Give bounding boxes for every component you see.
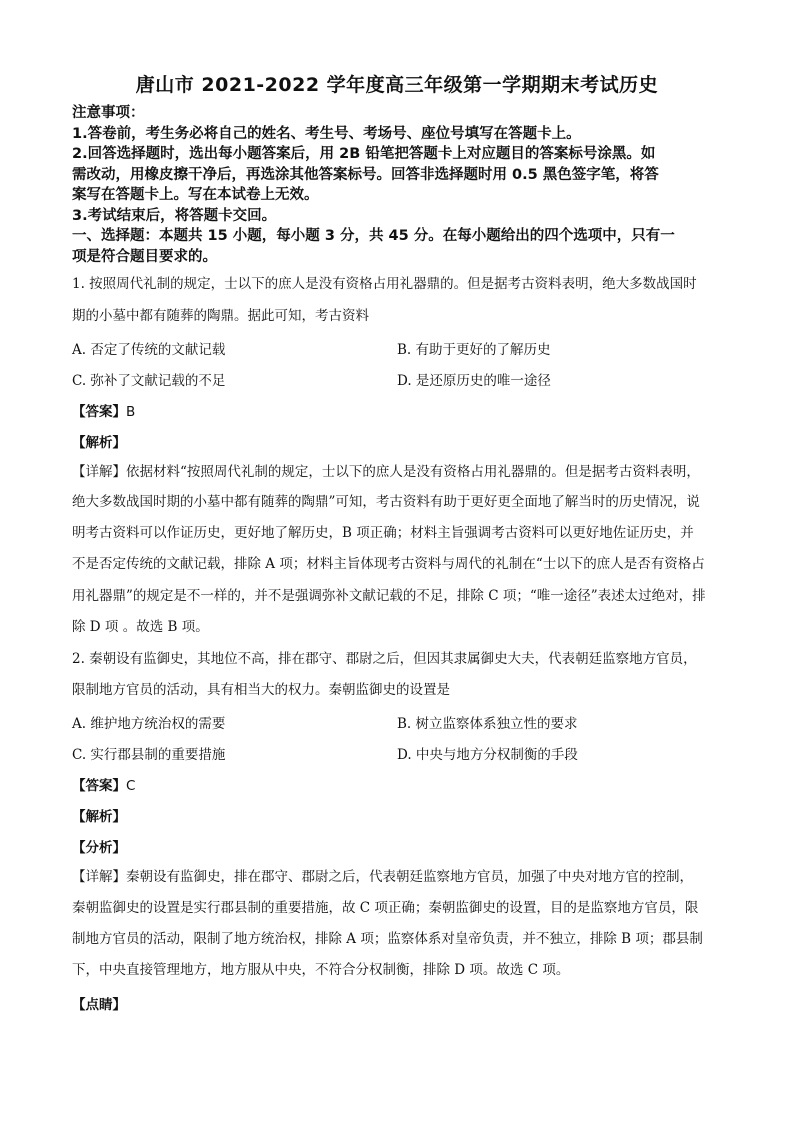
q1-detail-line: 【详解】依据材料“按照周代礼制的规定，士以下的庶人是没有资格占用礼器鼎的。但是据考古资料表明， — [72, 464, 700, 480]
q1-stem-line: 期的小墓中都有随葬的陶鼎。据此可知，考古资料 — [72, 308, 369, 324]
comment-tag: 【点睛】 — [72, 997, 126, 1013]
notice-line: 1.答卷前，考生务必将自己的姓名、考生号、考场号、座位号填写在答题卡上。 — [72, 125, 581, 142]
q2-answer — [72, 774, 135, 794]
q1-option-b: B. 有助于更好的了解历史 — [397, 342, 551, 358]
q1-detail-line: 用礼器鼎”的规定是不一样的，并不是强调弥补文献记载的不足，排除 C 项；“唯一途径”表述太过绝对，排 — [72, 588, 706, 604]
q1-analysis-tag — [72, 431, 126, 451]
q1-stem-line: 1. 按照周代礼制的规定，士以下的庶人是没有资格占用礼器鼎的。但是据考古资料表明，绝大多数战国时 — [72, 276, 697, 292]
q2-option-b: B. 树立监察体系独立性的要求 — [397, 716, 578, 732]
q2-stem-line: 限制地方官员的活动，具有相当大的权力。秦朝监御史的设置是 — [72, 682, 450, 698]
q2-detail-line: 制地方官员的活动，限制了地方统治权，排除 A 项；监察体系对皇帝负责，并不独立，排除 B 项；郡县制 — [72, 931, 703, 947]
q2-comment-tag — [72, 993, 126, 1013]
answer-tag: 【答案】 — [72, 778, 126, 794]
q2-detail-line: 秦朝监御史的设置是实行郡县制的重要措施，故 C 项正确；秦朝监御史的设置，目的是监察地方官员，限 — [72, 900, 699, 916]
q1-detail-line: 绝大多数战国时期的小墓中都有随葬的陶鼎”可知，考古资料有助于更好更全面地了解当时的历史情况，说 — [72, 494, 700, 510]
q1-detail-line: 明考古资料可以作证历史，更好地了解历史，B 项正确；材料主旨强调考古资料可以更好地佐证历史，并 — [72, 525, 694, 541]
answer-value: C — [126, 778, 136, 794]
q1-answer — [72, 400, 135, 420]
q2-detail-line: 【详解】秦朝设有监御史，排在郡守、郡尉之后，代表朝廷监察地方官员，加强了中央对地方官的控制， — [72, 869, 693, 885]
q2-stem-line: 2. 秦朝设有监御史，其地位不高，排在郡守、郡尉之后，但因其隶属御史大夫，代表朝廷监察地方官员， — [72, 651, 697, 667]
q1-option-a: A. 否定了传统的文献记载 — [72, 342, 226, 358]
q2-analysis-tag — [72, 805, 126, 825]
q2-option-d: D. 中央与地方分权制衡的手段 — [397, 747, 578, 763]
notice-line: 3.考试结束后，将答题卡交回。 — [72, 207, 277, 224]
page-title: 唐山市 2021-2022 学年度高三年级第一学期期末考试历史 — [135, 74, 659, 96]
q2-analysis2-tag — [72, 836, 126, 856]
q1-detail-line: 不是否定传统的文献记载，排除 A 项；材料主旨体现考古资料与周代的礼制在“士以下的庶人是否有资格占 — [72, 556, 705, 572]
notice-line: 需改动，用橡皮擦干净后，再选涂其他答案标号。回答非选择题时用 0.5 黑色签字笔，将答 — [72, 166, 659, 183]
notice-block — [72, 103, 732, 267]
section-heading-line: 项是符合题目要求的。 — [72, 248, 217, 265]
q1-option-c: C. 弥补了文献记载的不足 — [72, 373, 226, 389]
answer-tag: 【答案】 — [72, 404, 126, 420]
section-heading-line: 一、选择题：本题共 15 小题，每小题 3 分，共 45 分。在每小题给出的四个选项中，只有一 — [72, 228, 675, 244]
q2-option-c: C. 实行郡县制的重要措施 — [72, 747, 226, 763]
q1-option-d: D. 是还原历史的唯一途径 — [397, 373, 551, 389]
notice-heading: 注意事项： — [72, 105, 145, 121]
analysis-sub-tag: 【分析】 — [72, 840, 126, 856]
notice-line: 2.回答选择题时，选出每小题答案后，用 2B 铅笔把答题卡上对应题目的答案标号涂黑。如 — [72, 146, 656, 162]
q2-detail-line: 下，中央直接管理地方，地方服从中央，不符合分权制衡，排除 D 项。故选 C 项。 — [72, 962, 570, 978]
answer-value: B — [126, 404, 136, 420]
notice-line: 案写在答题卡上。写在本试卷上无效。 — [72, 187, 319, 203]
q2-option-a: A. 维护地方统治权的需要 — [72, 716, 226, 732]
q1-detail-line: 除 D 项 。故选 B 项。 — [72, 619, 209, 635]
analysis-tag: 【解析】 — [72, 435, 126, 451]
analysis-tag: 【解析】 — [72, 809, 126, 825]
